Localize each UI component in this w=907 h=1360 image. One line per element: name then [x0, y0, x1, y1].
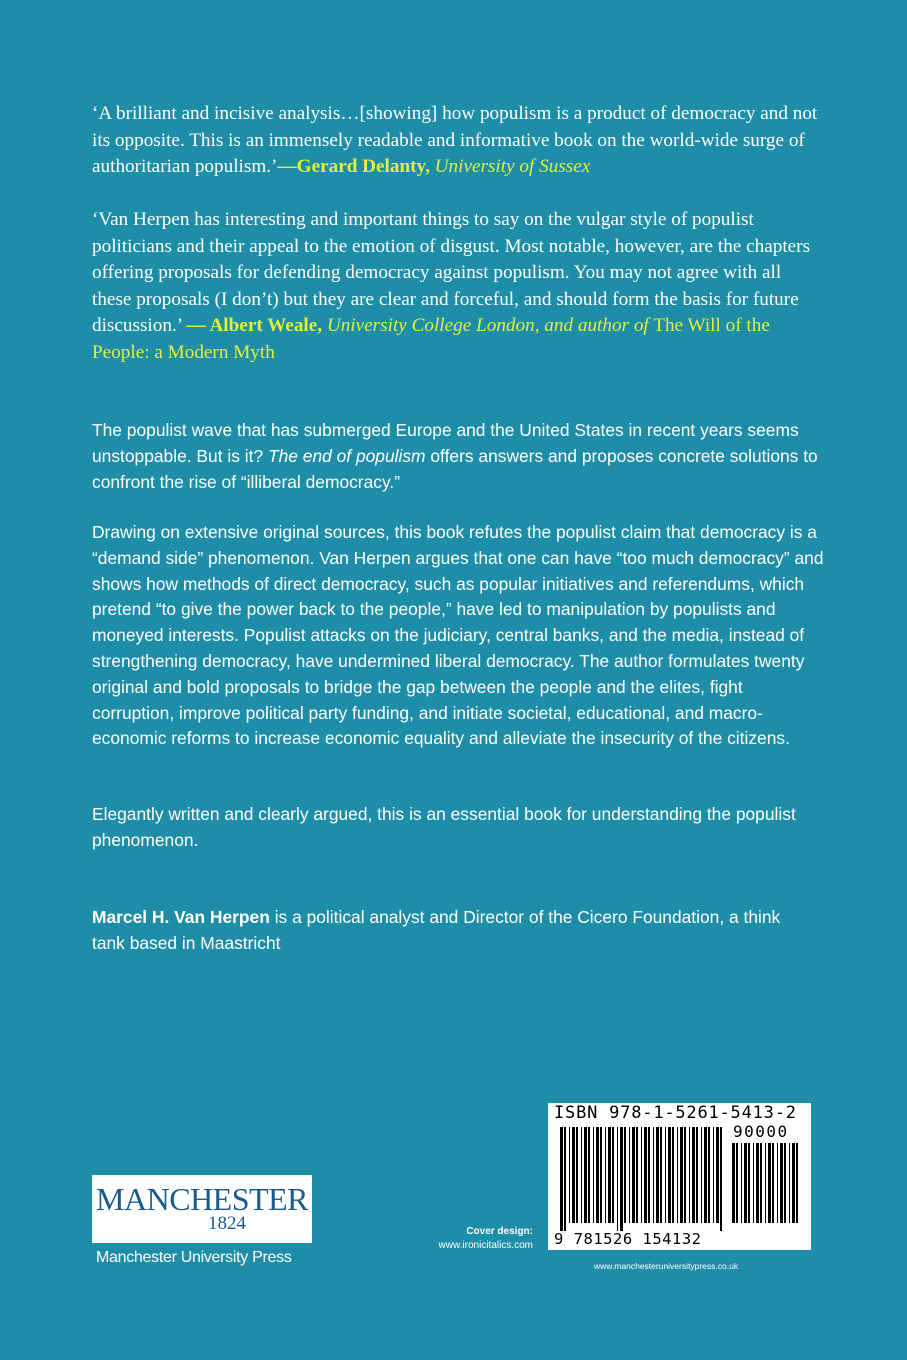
publisher-name: Manchester University Press	[96, 1249, 292, 1266]
barcode-bar	[612, 1127, 614, 1223]
quote-author: — Albert Weale,	[186, 315, 323, 336]
barcode-bar	[608, 1127, 611, 1223]
barcode-bar	[765, 1143, 766, 1223]
quote-text: ‘Van Herpen has interesting and important things to say on the vulgar style of populist politicians and their appeal to the emotion of disgust. Most notable, however, are the chapters offering proposals for defending democracy against populism. You may not agree with all these proposals (I don’t) but they are clear and forceful, and should form the basis for future discussion.’	[92, 209, 811, 336]
barcode-bar	[560, 1127, 563, 1231]
barcode-bar	[672, 1127, 674, 1223]
quote-affiliation: University College London, and author of	[326, 315, 649, 336]
barcode-bar	[636, 1127, 638, 1223]
barcode-bar	[624, 1127, 626, 1223]
barcode-bar	[689, 1127, 690, 1223]
blurb-paragraph-2: Drawing on extensive original sources, this book refutes the populist claim that democracy is a “demand side” phenomenon. Van Herpen argues that one can have “too much democracy” and shows how methods of direct democracy, such as popular initiatives and referendums, which pretend “to give the power back to the people,” have led to manipulation by populists and moneyed interests. Populist attacks on the judiciary, central banks, and the media, instead of strengthening democracy, have undermined liberal democracy. The author formulates twenty original and bold proposals to bridge the gap between the people and the elites, fight corruption, improve political party funding, and initiate societal, educational, and macro-economic reforms to increase economic equality and alleviate the insecurity of the citizens.	[92, 522, 824, 749]
barcode-bar	[756, 1143, 759, 1223]
barcode-bar	[629, 1127, 630, 1223]
quote-affiliation: University of Sussex	[434, 156, 591, 177]
barcode-bar	[732, 1143, 735, 1223]
logo-year: 1824	[208, 1213, 246, 1234]
barcode-bar	[581, 1127, 582, 1223]
barcode-bar	[605, 1127, 606, 1223]
barcode-bar	[653, 1127, 654, 1223]
barcode-bar	[744, 1143, 747, 1223]
barcode-bar	[784, 1143, 786, 1223]
barcode-bar	[576, 1127, 578, 1223]
barcode-bar	[748, 1143, 750, 1223]
book-title: The end of populism	[267, 445, 426, 466]
barcode-bar	[680, 1127, 683, 1223]
barcode-bar	[789, 1143, 790, 1223]
barcode-bar	[596, 1127, 599, 1223]
addon-barcode-bars	[732, 1143, 802, 1231]
barcode-bar	[684, 1127, 686, 1223]
main-barcode-bars	[560, 1127, 726, 1231]
barcode-bar	[569, 1127, 570, 1223]
barcode-bar	[600, 1127, 602, 1223]
barcode-bar	[641, 1127, 642, 1223]
isbn-text: ISBN 978-1-5261-5413-2	[554, 1103, 797, 1123]
blurb-paragraph-1: The populist wave that has submerged Europe and the United States in recent years seems unstoppable. But is it? The end of populism offers answers and proposes concrete solutions to confront the rise of “illiberal democracy.”	[92, 420, 818, 492]
barcode-bar	[713, 1127, 714, 1223]
barcode-bar	[741, 1143, 742, 1223]
author-bio-text: is a political analyst and Director of the Cicero Foundation, a think tank based in Maastricht	[92, 907, 781, 953]
price-code: 90000	[733, 1122, 789, 1141]
barcode-bar	[588, 1127, 590, 1223]
barcode-bar	[677, 1127, 678, 1223]
barcode-bar	[704, 1127, 707, 1223]
blurb-paragraph-3: Elegantly written and clearly argued, this is an essential book for understanding the populist phenomenon.	[92, 804, 796, 850]
barcode-bar	[792, 1143, 795, 1223]
barcode-bar	[760, 1143, 762, 1223]
endorsement-quote-delanty	[92, 101, 822, 181]
barcode-bar	[656, 1127, 659, 1223]
barcode-bar	[572, 1127, 575, 1223]
barcode-bar	[620, 1127, 623, 1231]
barcode-bar	[701, 1127, 702, 1223]
logo-name: MANCHESTER	[96, 1181, 308, 1217]
barcode-bar	[632, 1127, 635, 1223]
endorsement-quote-weale	[92, 207, 822, 366]
barcode-bar	[692, 1127, 695, 1223]
barcode-bar	[665, 1127, 666, 1223]
ean-digits: 9 781526 154132	[554, 1230, 702, 1248]
barcode-bar	[772, 1143, 774, 1223]
quote-text: ‘A brilliant and incisive analysis…[showing] how populism is a product of democracy and not its opposite. This is an immensely readable and informative book on the world-wide surge of authoritarian populism.’	[92, 103, 818, 177]
barcode-bar	[644, 1127, 647, 1223]
barcode-bar	[780, 1143, 783, 1223]
quote-author: —Gerard Delanty,	[277, 156, 430, 177]
barcode-bar	[593, 1127, 594, 1223]
barcode-bar	[617, 1127, 618, 1231]
isbn-barcode	[548, 1103, 811, 1250]
quote-book-title: The Will of the People: a Modern Myth	[92, 315, 770, 363]
cover-design-credit	[380, 1225, 533, 1253]
cover-credit-label: Cover design:	[466, 1226, 533, 1237]
barcode-bar	[753, 1143, 754, 1223]
author-name: Marcel H. Van Herpen	[92, 907, 270, 927]
cover-credit-url: www.ironicitalics.com	[438, 1240, 533, 1251]
barcode-bar	[777, 1143, 778, 1223]
barcode-bar	[796, 1143, 798, 1223]
barcode-bar	[720, 1127, 722, 1231]
barcode-bar	[648, 1127, 650, 1223]
author-bio	[92, 905, 792, 957]
barcode-bar	[708, 1127, 710, 1223]
barcode-bar	[584, 1127, 587, 1223]
barcode-bar	[696, 1127, 698, 1223]
publisher-logo	[92, 1175, 312, 1243]
barcode-bar	[768, 1143, 771, 1223]
barcode-bar	[716, 1127, 719, 1223]
barcode-bar	[660, 1127, 662, 1223]
publisher-url: www.manchesteruniversitypress.co.uk	[594, 1261, 739, 1271]
barcode-bar	[736, 1143, 738, 1223]
barcode-bar	[668, 1127, 671, 1223]
barcode-bar	[564, 1127, 566, 1231]
